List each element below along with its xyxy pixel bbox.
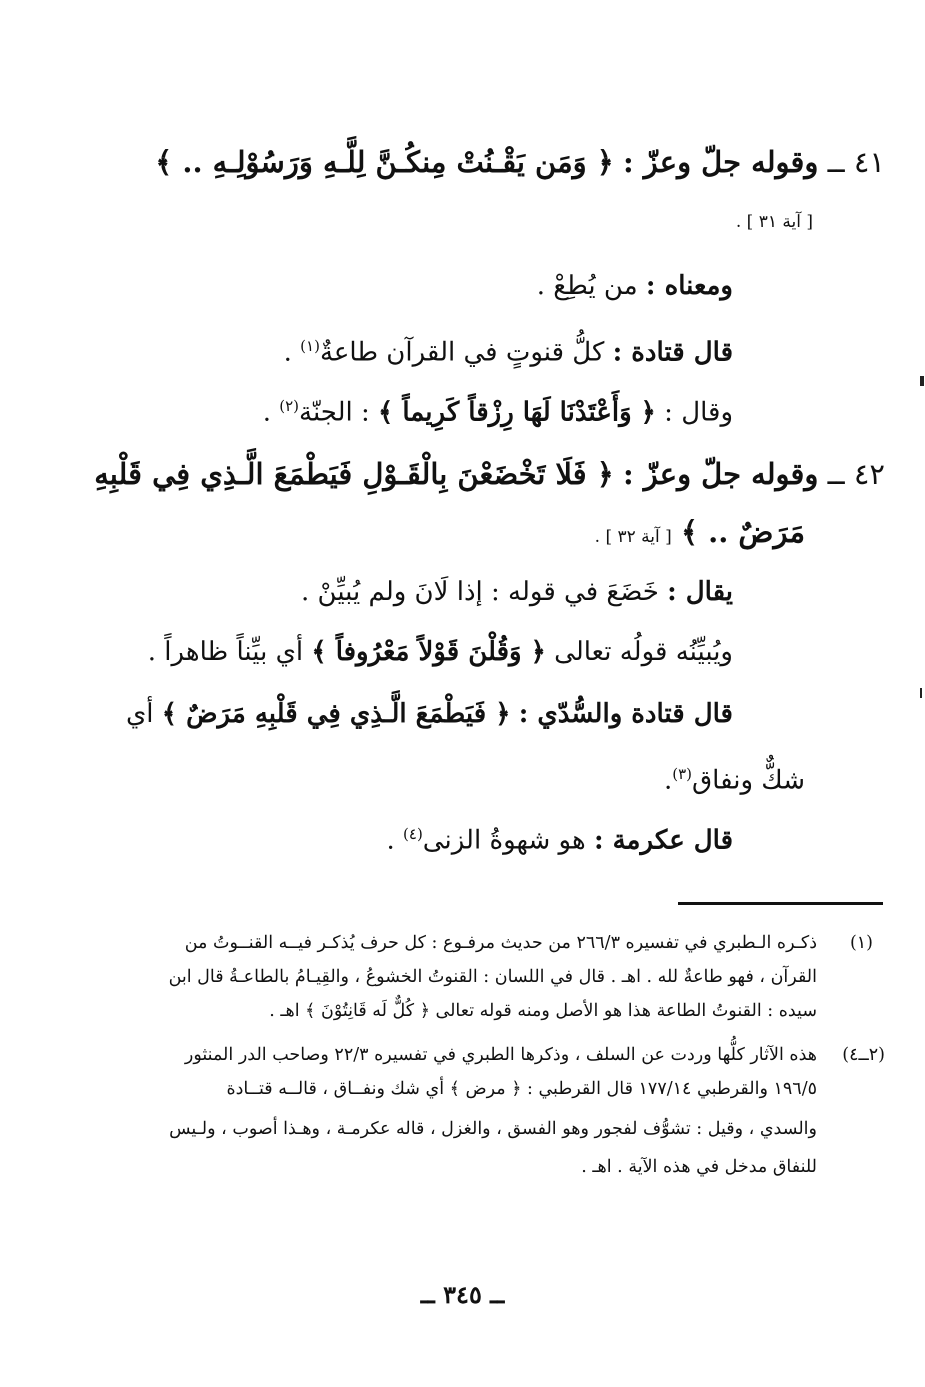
footnote-ref-2: (٢) <box>279 397 300 415</box>
qatada-text: كلُّ قنوتٍ في القرآن طاعةٌ <box>319 337 605 368</box>
ikrima-end: . <box>386 825 395 856</box>
bayan-line <box>148 634 733 670</box>
yuqal-label: يقال : <box>667 577 733 607</box>
verse-41-quote: ﴿ وَمَن يَقْـنُتْ مِنكُـنَّ لِلَّـهِ وَرَسُوْلِـهِ .. ﴾ <box>155 145 614 179</box>
suddi-end: . <box>663 765 673 796</box>
qal-text: : الجنّة <box>299 397 370 428</box>
qal-line <box>263 388 733 431</box>
footnote-2-line-2: ١٩٦/٥ والقرطبي ١٧٧/١٤ قال القرطبي : ﴿ مرض ﴾ أي شك ونفــاق ، قالــه قتــادة <box>226 1079 817 1099</box>
suddi-text: أي <box>125 699 154 729</box>
footnote-1-line-2: القرآن ، فهو طاعةٌ لله . اهـ . قال في اللسان : القنوتُ الخشوعُ ، والقِيـامُ بالطاعـةُ قال ابن <box>168 967 817 987</box>
ikrima-label: قال عكرمة : <box>593 825 733 856</box>
qatada-line <box>284 328 733 371</box>
suddi-cont: شكٌّ ونفاق <box>691 765 805 796</box>
qal-lead: وقال : <box>664 397 733 428</box>
verse-41-ref: [ آية ٣١ ] . <box>735 212 813 232</box>
qal-end: . <box>262 397 271 428</box>
footnote-1-marker: (١) <box>849 933 873 953</box>
bayan-lead: ويُبيِّنُه قولُه تعالى <box>554 637 733 667</box>
page-number: ــ ٣٤٥ ــ <box>420 1280 505 1309</box>
suddi-cont-line <box>664 756 805 799</box>
suddi-line <box>126 696 733 732</box>
footnote-2-line-3: والسدي ، وقيل : تشوُّف لفجور وهو الفسق ، والغزل ، قاله عكرمـة ، وهـذا أصوب ، ولـيس <box>169 1119 817 1139</box>
scan-mark <box>920 688 922 698</box>
meaning-line <box>537 268 733 304</box>
footnote-ref-3: (٣) <box>672 765 692 783</box>
suddi-quote: ﴿ فَيَطْمَعَ الَّـذِي فِي قَلْبِهِ مَرَضٌ ﴾ <box>161 699 511 729</box>
bayan-text: أي بيِّناً ظاهراً . <box>147 637 304 667</box>
ikrima-text: هو شهوةُ الزنى <box>422 825 586 856</box>
footnote-1-line-3: سيده : القنوتُ الطاعة هذا هو الأصل ومنه قوله تعالى ﴿ كُلٌّ لَه قَانِتُوْنَ ﴾ اهـ . <box>269 1001 817 1021</box>
verse-42-ref: [ آية ٣٢ ] . <box>594 527 672 547</box>
suddi-label: قال قتادة والسُّدّي : <box>518 699 733 729</box>
footnote-2-line-4: للنفاق مدخل في هذه الآية . اهـ . <box>581 1157 817 1177</box>
yuqal-line <box>301 574 733 610</box>
qal-quote: ﴿ وَأَعْتَدْنَا لَهَا رِزْقاً كَرِيماً ﴾ <box>378 397 656 428</box>
footnote-1-line-1: ذكـره الـطبري في تفسيره ٢٦٦/٣ من حديث مرفـوع : كل حرف يُذكـر فيــه القنــوتُ من <box>184 933 817 953</box>
yuqal-text: خَضَعَ في قوله : إذا لَانَ ولم يُبيِّنْ . <box>301 577 659 607</box>
verse-42-number: ٤٢ ــ <box>827 457 885 491</box>
footnote-2-line-1: هذه الآثار كلُّها وردت عن السلف ، وذكرها الطبري في تفسيره ٢٢/٣ وصاحب الدر المنثور <box>184 1045 817 1065</box>
verse-42-intro: وقوله جلّ وعزّ : <box>622 457 819 491</box>
verse-41-number: ٤١ ــ <box>827 145 885 179</box>
verse-41-line <box>155 142 885 182</box>
qatada-end: . <box>283 337 292 368</box>
footnote-separator <box>678 902 883 905</box>
meaning-label: ومعناه : <box>645 271 733 301</box>
verse-41-intro: وقوله جلّ وعزّ : <box>622 145 819 179</box>
verse-42-line-1 <box>94 454 885 494</box>
ikrima-line <box>386 816 733 859</box>
footnote-ref-1: (١) <box>300 337 320 355</box>
verse-42-quote-1: ﴿ فَلَا تَخْضَعْنَ بِالْقَـوْلِ فَيَطْمَعَ الَّـذِي فِي قَلْبِهِ <box>94 457 614 491</box>
qatada-label: قال قتادة : <box>612 337 733 368</box>
footnote-ref-4: (٤) <box>403 825 423 843</box>
verse-42-quote-2: مَرَضٌ .. ﴾ <box>681 515 805 549</box>
footnote-2-marker: (٢ــ٤) <box>842 1045 885 1065</box>
meaning-text: من يُطِعْ . <box>536 271 638 301</box>
verse-42-line-2 <box>595 512 805 552</box>
scan-mark <box>920 376 924 386</box>
bayan-quote: ﴿ وَقُلْنَ قَوْلاً مَعْرُوفاً ﴾ <box>311 637 546 667</box>
